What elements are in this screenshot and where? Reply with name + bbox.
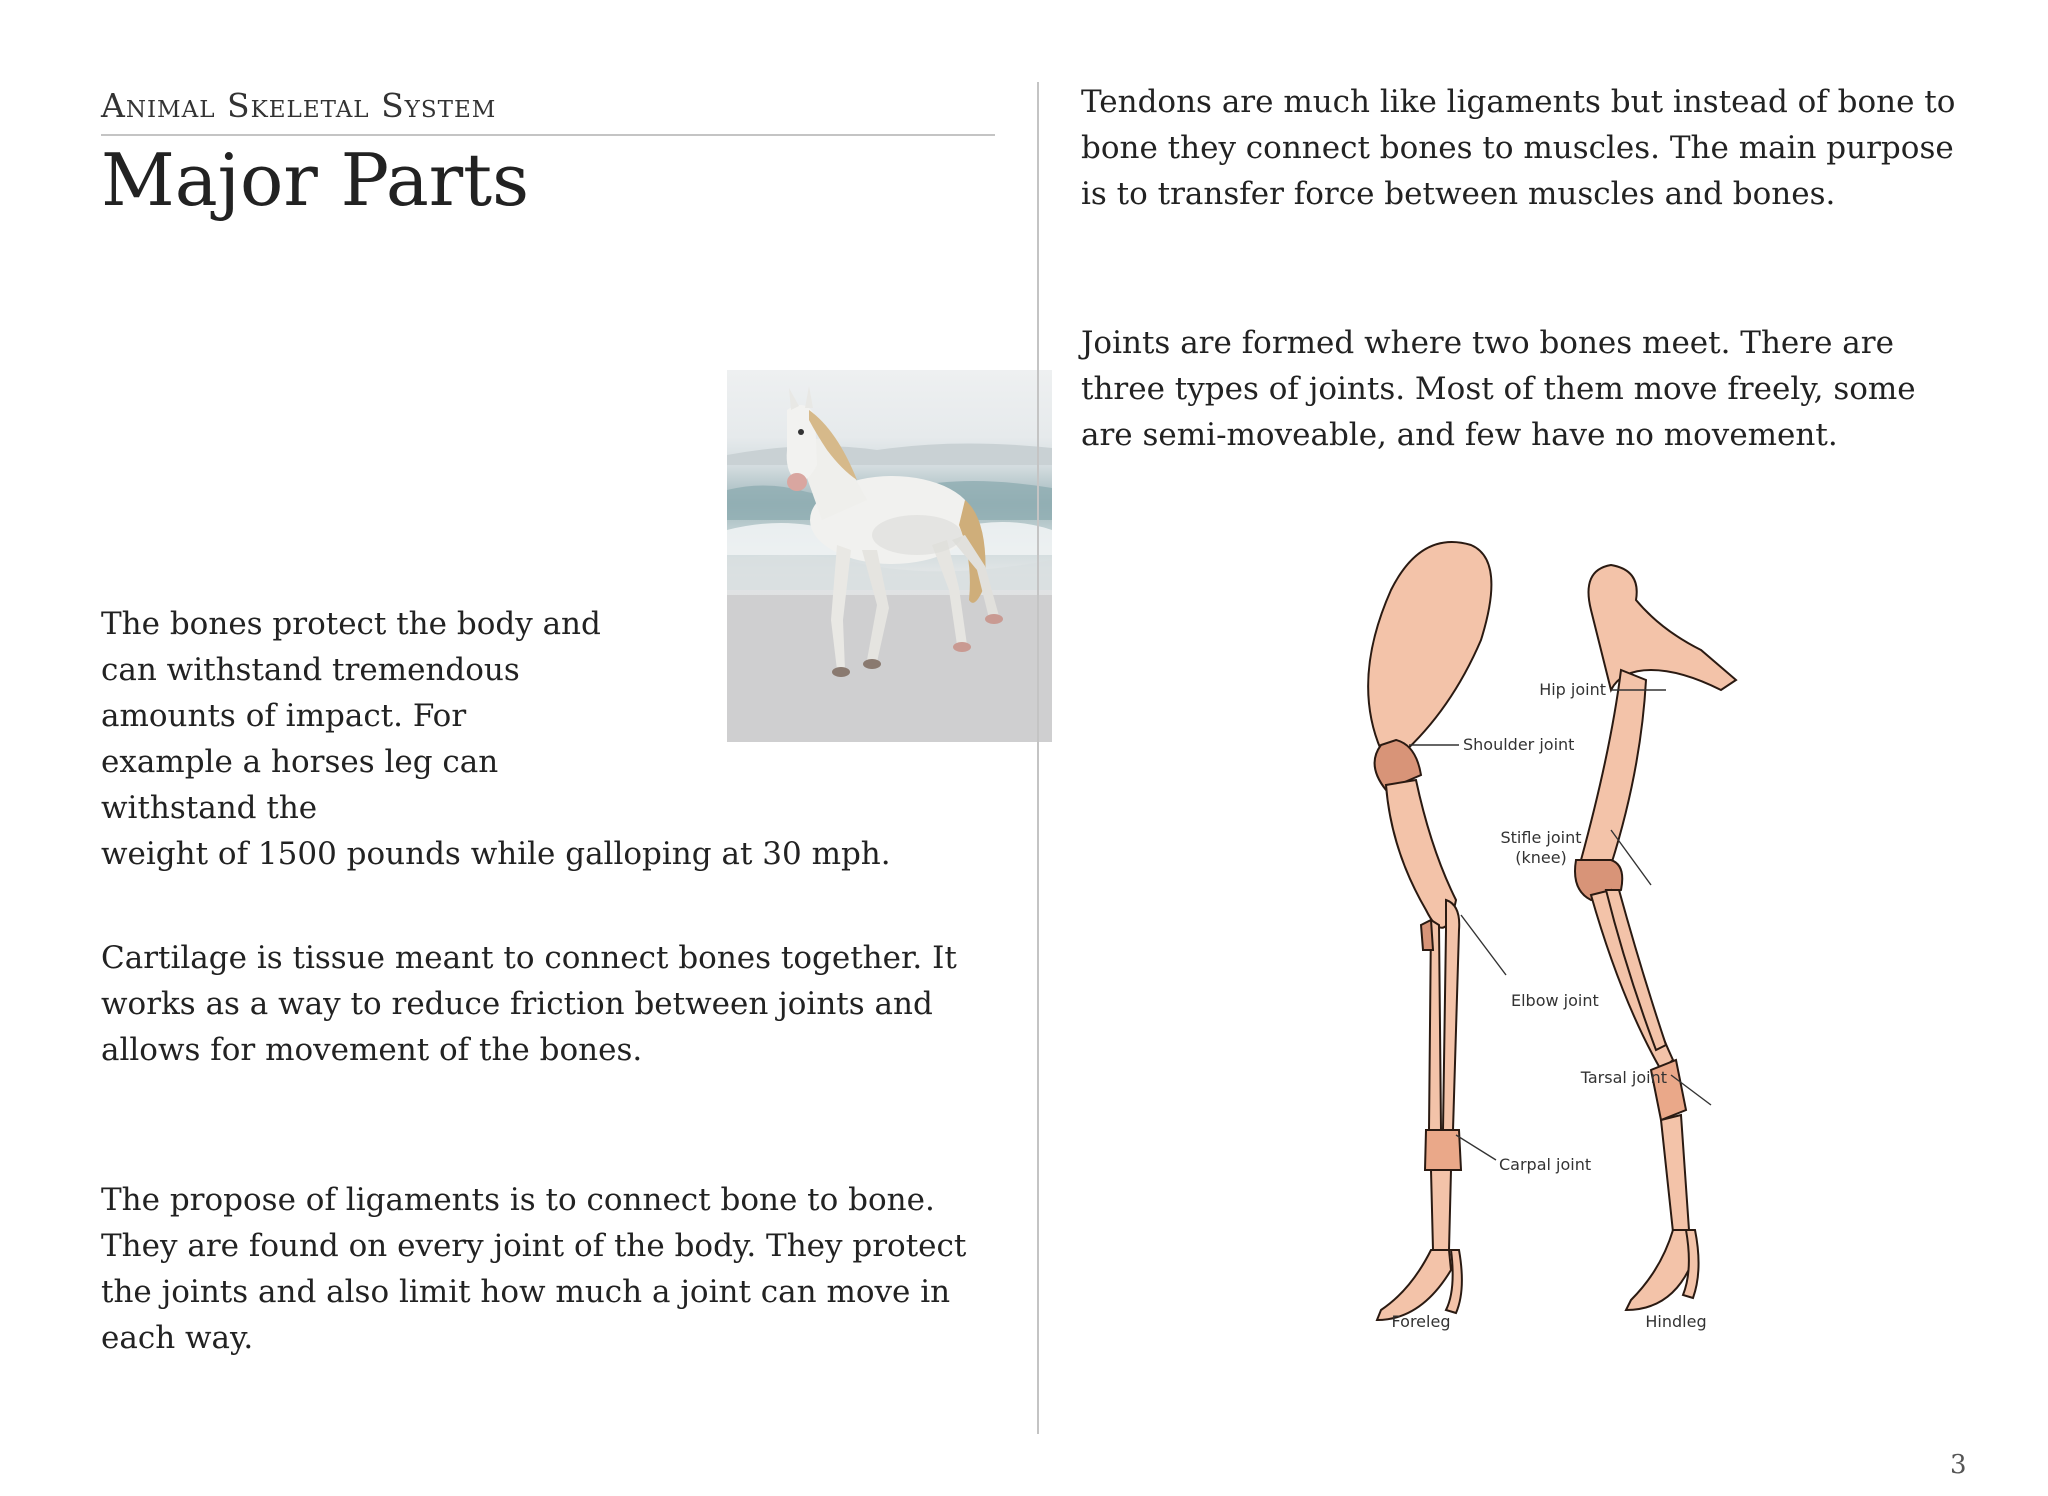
section-label: Animal Skeletal System (101, 86, 497, 125)
left-column (101, 0, 995, 1496)
hindleg-label: Hindleg (1645, 1312, 1707, 1331)
column-divider (1037, 82, 1039, 1434)
bones-text-wrapped: The bones protect the body and can withstand tremendous amounts of impact. For example a horses leg can withstand the (101, 606, 601, 826)
page-title: Major Parts (101, 138, 530, 222)
shoulder-joint-label: Shoulder joint (1463, 735, 1575, 754)
bones-text-rest: weight of 1500 pounds while galloping at 30 mph. (101, 836, 891, 872)
cartilage-paragraph: Cartilage is tissue meant to connect bones together. It works as a way to reduce friction between joints and allows for movement of the bones. (101, 940, 957, 1068)
bones-paragraph (101, 601, 995, 877)
hip-joint-label: Hip joint (1539, 680, 1606, 699)
stifle-joint-label: Stifle joint (1500, 828, 1582, 847)
tendons-paragraph: Tendons are much like ligaments but instead of bone to bone they connect bones to muscles. The main purpose is to transfer force between muscles and bones. (1081, 84, 1956, 212)
scapula-shape (1368, 542, 1491, 755)
ligaments-paragraph: The propose of ligaments is to connect bone to bone. They are found on every joint of the body. They protect the joints and also limit how much a joint can move in each way. (101, 1182, 967, 1356)
right-column (1081, 0, 1961, 1496)
leg-skeleton-illustration (1281, 530, 1821, 1350)
foreleg-label: Foreleg (1391, 1312, 1451, 1331)
carpal-joint-label: Carpal joint (1499, 1155, 1592, 1174)
header-rule (101, 134, 995, 136)
joints-paragraph: Joints are formed where two bones meet. There are three types of joints. Most of them move freely, some are semi-moveable, and few have no movement. (1081, 325, 1916, 453)
elbow-joint-label: Elbow joint (1511, 991, 1599, 1010)
leg-skeleton-diagram (1281, 530, 1821, 1350)
tarsal-joint-label: Tarsal joint (1580, 1068, 1667, 1087)
stifle-knee-label: (knee) (1515, 848, 1567, 867)
page-number: 3 (1950, 1450, 1967, 1480)
